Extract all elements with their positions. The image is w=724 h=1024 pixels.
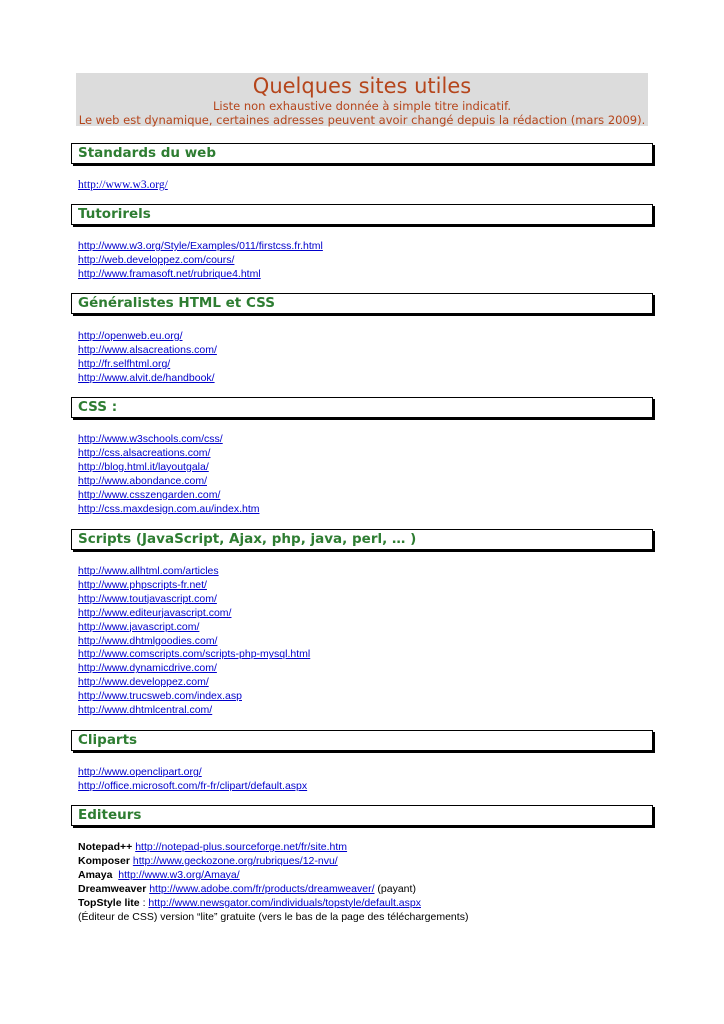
editor-name: TopStyle lite xyxy=(78,896,140,909)
link-item[interactable]: http://www.dynamicdrive.com/ xyxy=(78,662,217,675)
scripts-link-list xyxy=(78,565,310,718)
link-item[interactable]: http://www.w3.org/Style/Examples/011/firstcss.fr.html xyxy=(78,240,323,252)
link-item[interactable]: http://openweb.eu.org/ xyxy=(78,330,183,342)
editor-note: (Éditeur de CSS) version “lite” gratuite (vers le bas de la page des téléchargements) xyxy=(78,910,469,923)
cliparts-link-list xyxy=(78,766,307,794)
link-item[interactable]: http://www.dhtmlgoodies.com/ xyxy=(78,634,218,647)
link-item[interactable]: http://www.openclipart.org/ xyxy=(78,766,202,778)
editor-link[interactable]: http://www.geckozone.org/rubriques/12-nvu/ xyxy=(132,854,338,867)
editor-link[interactable]: http://notepad-plus.sourceforge.net/fr/site.htm xyxy=(135,841,348,853)
css-link-list xyxy=(78,433,260,516)
section-title: Scripts (JavaScript, Ajax, php, java, perl, … ) xyxy=(78,531,417,547)
section-generalistes-heading xyxy=(71,293,653,314)
editor-row xyxy=(78,883,468,897)
link-item[interactable]: http://www.alsacreations.com/ xyxy=(78,343,217,356)
section-title: Tutorirels xyxy=(78,206,151,222)
section-css-heading xyxy=(71,397,653,418)
editor-link[interactable]: http://www.newsgator.com/individuals/topstyle/default.aspx xyxy=(148,896,421,909)
price-note: (payant) xyxy=(374,882,416,895)
editeurs-list xyxy=(78,841,468,924)
link-item[interactable]: http://www.alvit.de/handbook/ xyxy=(78,371,215,384)
editor-name: Notepad++ xyxy=(78,841,133,853)
editor-row: TopStyle lite : http://www.newsgator.com/individuals/topstyle/default.aspx xyxy=(78,896,421,909)
link-item[interactable]: http://www.csszengarden.com/ xyxy=(78,488,221,501)
link-item[interactable]: http://www.dhtmlcentral.com/ xyxy=(78,704,213,717)
section-title: Editeurs xyxy=(78,807,142,823)
link-item[interactable]: http://www.framasoft.net/rubrique4.html xyxy=(78,267,261,280)
editor-name: Amaya xyxy=(78,868,113,881)
link-item[interactable]: http://www.w3.org/ xyxy=(78,179,168,191)
editor-row xyxy=(78,855,468,869)
link-item[interactable]: http://www.w3schools.com/css/ xyxy=(78,433,223,445)
standards-link-list xyxy=(78,179,168,193)
page-subtitle-1: Liste non exhaustive donnée à simple titre indicatif. xyxy=(212,99,511,113)
link-item[interactable]: http://css.maxdesign.com.au/index.htm xyxy=(78,502,260,515)
editor-row xyxy=(78,841,468,855)
section-title: Standards du web xyxy=(78,145,216,161)
section-cliparts-heading xyxy=(71,730,653,751)
link-item[interactable]: http://css.alsacreations.com/ xyxy=(78,446,211,459)
section-title: CSS : xyxy=(78,399,118,415)
link-item[interactable]: http://www.toutjavascript.com/ xyxy=(78,592,217,605)
page-subtitle-2: Le web est dynamique, certaines adresses peuvent avoir changé depuis la rédaction (mars 2009). xyxy=(78,113,646,127)
link-item[interactable]: http://www.comscripts.com/scripts-php-mysql.html xyxy=(78,648,311,661)
link-item[interactable]: http://web.developpez.com/cours/ xyxy=(78,253,235,266)
section-scripts-heading xyxy=(71,529,653,550)
link-item[interactable]: http://office.microsoft.com/fr-fr/clipart/default.aspx xyxy=(78,779,308,792)
link-item[interactable]: http://www.developpez.com/ xyxy=(78,676,209,689)
page-title: Quelques sites utiles xyxy=(252,74,472,98)
link-item[interactable]: http://www.trucsweb.com/index.asp xyxy=(78,690,242,703)
section-standards-heading xyxy=(71,143,653,164)
link-item[interactable]: http://www.phpscripts-fr.net/ xyxy=(78,578,207,591)
section-title: Généralistes HTML et CSS xyxy=(78,295,275,311)
generalistes-link-list xyxy=(78,330,217,386)
link-item[interactable]: http://www.editeurjavascript.com/ xyxy=(78,606,232,619)
page-header xyxy=(76,73,648,126)
link-item[interactable]: http://www.allhtml.com/articles xyxy=(78,565,219,577)
link-item[interactable]: http://www.abondance.com/ xyxy=(78,474,207,487)
tutoriels-link-list xyxy=(78,240,323,282)
editor-link[interactable]: http://www.adobe.com/fr/products/dreamweaver/ xyxy=(149,882,375,895)
editor-row xyxy=(78,869,468,883)
editor-name: Komposer xyxy=(78,854,130,867)
editor-name: Dreamweaver xyxy=(78,882,147,895)
link-item[interactable]: http://www.javascript.com/ xyxy=(78,620,200,633)
section-tutoriels-heading xyxy=(71,204,653,225)
section-title: Cliparts xyxy=(78,732,138,748)
section-editeurs-heading xyxy=(71,805,653,826)
link-item[interactable]: http://fr.selfhtml.org/ xyxy=(78,357,171,370)
link-item[interactable]: http://blog.html.it/layoutgala/ xyxy=(78,460,209,473)
editor-link[interactable]: http://www.w3.org/Amaya/ xyxy=(118,868,240,881)
